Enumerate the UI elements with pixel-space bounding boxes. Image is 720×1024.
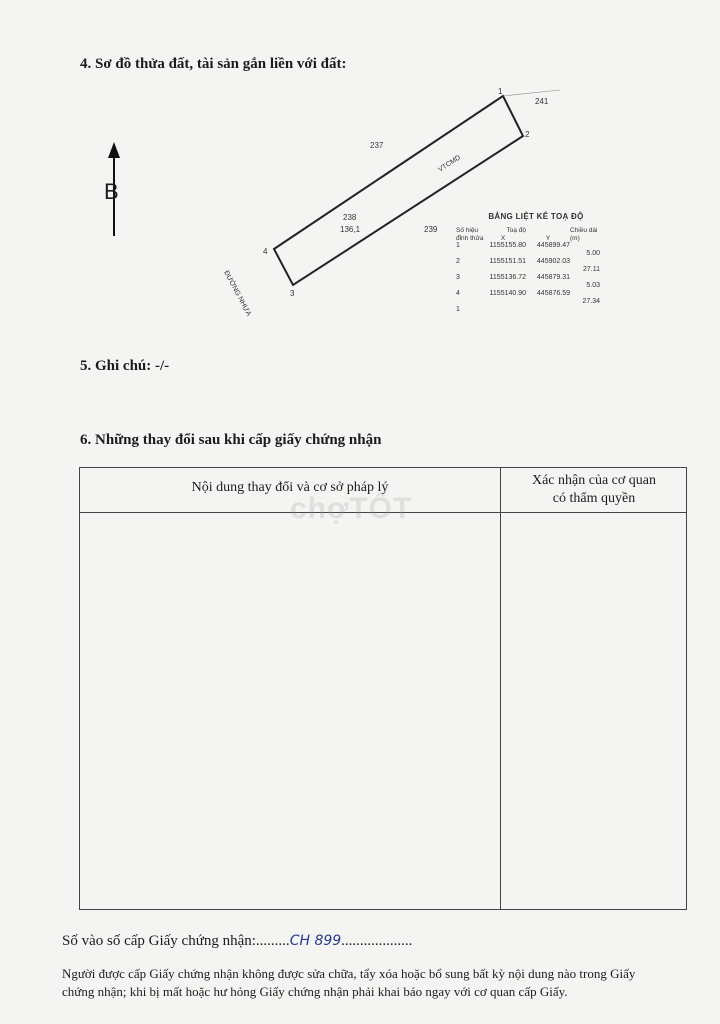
section-4-title: 4. Sơ đồ thửa đất, tài sản gắn liền với đất: (80, 56, 347, 72)
coord-header-cell: đỉnh thửa (456, 235, 484, 242)
coord-cell-y (526, 250, 570, 257)
neighbor-239: 239 (424, 225, 438, 234)
coordinate-table-body (456, 242, 616, 313)
authority-header-line2: có thẩm quyền (552, 491, 636, 506)
coord-cell-len: 27.34 (582, 298, 600, 305)
changes-content-header: Nội dung thay đổi và cơ sở pháp lý (191, 480, 389, 495)
coord-cell-id: 1 (456, 242, 460, 249)
certificate-notice: Người được cấp Giấy chứng nhận không được sửa chữa, tẩy xóa hoặc bổ sung bất kỳ nội dung nào trong Giấy chứng nhận; khi bị mất hoặc hư hỏng Giấy chứng nhận phải khai báo ngay với cơ quan cấp Giấy. (62, 966, 636, 999)
coord-cell-x: 1155136.72 (489, 274, 526, 281)
registry-number-handwritten: CH 899 (289, 933, 342, 949)
column-divider (500, 468, 501, 909)
vertex-2: 2 (525, 130, 530, 139)
parcel-area: 136,1 (340, 225, 361, 234)
coord-cell-len (570, 258, 600, 265)
parcel-number: 238 (343, 213, 357, 222)
coord-cell-len: 5.00 (586, 250, 600, 257)
coord-cell-id: 3 (456, 274, 460, 281)
coord-cell-id (456, 298, 480, 305)
coord-cell-id (456, 250, 480, 257)
registry-trail: ................... (341, 933, 413, 949)
registry-number-line (62, 933, 412, 950)
coord-cell-len: 5.03 (586, 282, 600, 289)
coord-cell-y: 445902.03 (536, 258, 570, 265)
vertex-1: 1 (498, 87, 503, 96)
coord-cell-x (480, 250, 526, 257)
neighbor-237: 237 (370, 141, 384, 150)
coord-cell-y (526, 266, 570, 273)
coord-cell-y (526, 282, 570, 289)
watermark-logo: chợTỐT (290, 492, 413, 525)
north-label: B (104, 179, 119, 204)
coord-header-cell: X (500, 235, 506, 242)
coord-cell-len (570, 290, 600, 297)
coord-header-cell: Số hiệu (456, 227, 479, 234)
registry-label: Số vào số cấp Giấy chứng nhận:......... (62, 933, 290, 949)
road-label: ĐƯỜNG NHỰA (222, 269, 253, 318)
coord-cell-x: 1155155.80 (489, 242, 526, 249)
coord-cell-y: 445879.31 (536, 274, 570, 281)
coordinate-table-title: BẢNG LIỆT KÊ TOẠ ĐỘ (488, 212, 584, 221)
coordinate-table (456, 212, 616, 313)
coord-cell-x: 1155140.90 (489, 290, 526, 297)
vertex-4: 4 (263, 247, 268, 256)
coord-cell-y (526, 298, 570, 305)
coord-cell-id (456, 266, 480, 273)
neighbor-boundary-241 (503, 90, 560, 96)
coord-cell-y (526, 306, 570, 313)
coord-header-cell: Toạ độ (506, 227, 526, 234)
section-5-title: 5. Ghi chú: -/- (80, 358, 170, 374)
coord-cell-x (480, 298, 526, 305)
coord-header-cell: Y (545, 235, 551, 242)
coord-cell-id: 2 (456, 258, 460, 265)
coord-cell-len (570, 242, 600, 249)
coord-header-cell: Chiều dài (570, 227, 598, 234)
coord-cell-len: 27.11 (583, 266, 600, 273)
coord-cell-id (456, 282, 480, 289)
coord-header-cell (526, 227, 570, 234)
section-6-title: 6. Những thay đổi sau khi cấp giấy chứng nhận (80, 432, 382, 448)
coord-cell-y: 445899.47 (536, 242, 570, 249)
coord-cell-id: 4 (456, 290, 460, 297)
neighbor-241: 241 (535, 97, 549, 106)
coord-cell-x (480, 306, 526, 313)
coord-cell-x (480, 282, 526, 289)
coord-cell-x (480, 266, 526, 273)
coord-cell-len (570, 274, 600, 281)
coord-cell-len (570, 306, 600, 313)
changes-table (79, 467, 687, 910)
coord-header-cell: (m) (570, 235, 580, 242)
vertex-3: 3 (290, 289, 295, 298)
authority-confirmation-header (501, 472, 687, 508)
side-label: VTCMD (437, 154, 462, 174)
authority-header-line1: Xác nhận của cơ quan (531, 473, 656, 488)
coord-cell-id: 1 (456, 306, 460, 313)
coord-cell-x: 1155151.51 (489, 258, 526, 265)
coordinate-table-header (456, 227, 616, 242)
coord-cell-y: 445876.59 (536, 290, 570, 297)
